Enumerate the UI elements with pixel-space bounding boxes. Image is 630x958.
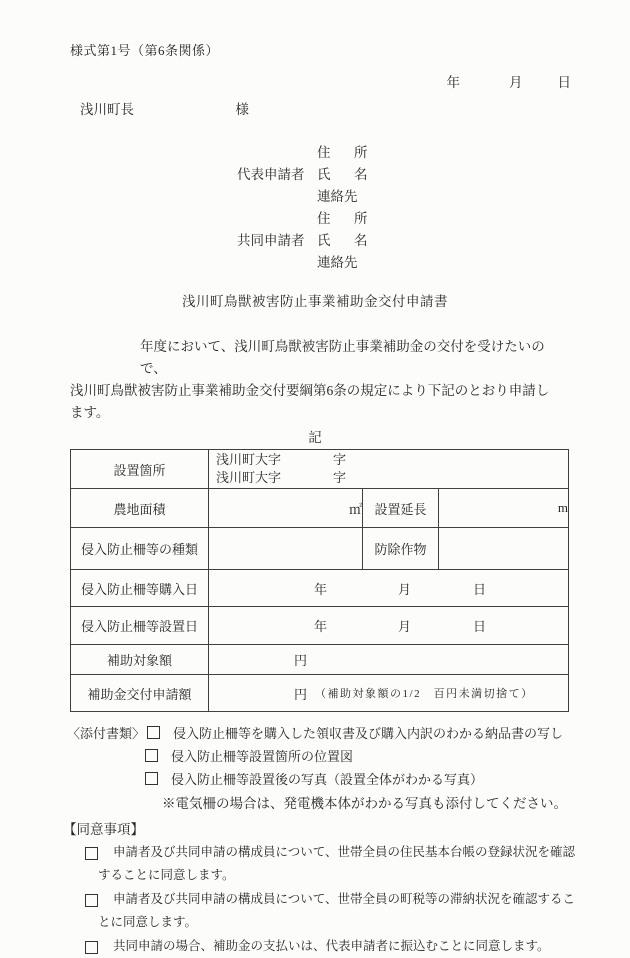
subsidy-application-amount-value (209, 675, 569, 712)
attachment-label-2: 侵入防止柵等設置箇所の位置図 (171, 749, 354, 764)
rep-contact-label: 連絡先 (317, 189, 358, 204)
form-number: 様式第1号（第6条関係） (70, 43, 220, 58)
table-row (71, 645, 569, 675)
checkbox-attachment-3[interactable] (145, 772, 158, 785)
protected-crop-value (439, 528, 569, 570)
rep-contact-line (0, 186, 630, 208)
application-table (70, 449, 569, 712)
consent-text-1: 申請者及び共同申請の構成員について、世帯全員の住民基本台帳の登録状況を確認することに同意します。 (98, 845, 576, 882)
joint-contact-line (0, 252, 630, 274)
body-paragraph (70, 336, 570, 424)
table-row (71, 675, 569, 712)
date-year-label: 年 (446, 75, 460, 90)
rep-address-label: 住 所 (317, 145, 373, 160)
attachment-item-2 (0, 744, 630, 767)
consent-item-2 (98, 888, 578, 934)
table-row (71, 607, 569, 645)
subsidy-target-amount-value (209, 645, 569, 675)
rep-name-line (0, 164, 630, 186)
consent-heading: 【同意事項】 (63, 822, 144, 837)
fence-type-value (209, 528, 363, 570)
date-line (0, 71, 630, 91)
purchase-day-label: 日 (473, 581, 487, 597)
purchase-year-label: 年 (314, 581, 328, 597)
purchase-month-label: 月 (398, 581, 412, 597)
table-row (71, 528, 569, 570)
joint-name-line (0, 230, 630, 252)
consent-section (0, 820, 630, 958)
table-row (71, 489, 569, 528)
attachment-label-1: 侵入防止柵等を購入した領収書及び購入内訳のわかる納品書の写し (173, 726, 564, 741)
joint-address-label: 住 所 (317, 211, 373, 226)
installation-length-unit: m (439, 489, 569, 528)
body-line-2: 浅川町鳥獣被害防止事業補助金交付要綱第6条の規定により下記のとおり申請し (70, 383, 550, 398)
table-row (71, 450, 569, 489)
joint-contact-label: 連絡先 (317, 255, 358, 270)
addressee-name: 浅川町長 (80, 102, 134, 117)
consent-item-3 (98, 935, 578, 958)
farmland-area-unit: ㎡ (209, 489, 363, 528)
checkbox-consent-1[interactable] (85, 847, 98, 860)
rep-applicant-role: 代表申請者 (237, 167, 305, 182)
addressee-honorific: 様 (235, 102, 249, 117)
subsidy-application-amount-label: 補助金交付申請額 (71, 675, 209, 712)
location-line-1: 浅川町大字 字 (216, 452, 347, 467)
consent-text-3: 共同申請の場合、補助金の支払いは、代表申請者に振込むことに同意します。 (113, 939, 550, 953)
installation-day-label: 日 (473, 619, 487, 634)
installation-length-label: 設置延長 (363, 489, 439, 528)
record-marker: 記 (308, 430, 322, 445)
installation-month-label: 月 (398, 619, 412, 634)
protected-crop-label: 防除作物 (363, 528, 439, 570)
installation-location-value (209, 450, 569, 489)
installation-year-label: 年 (314, 619, 328, 634)
consent-item-1 (98, 841, 578, 887)
purchase-date-value (209, 570, 569, 607)
rep-address-line (0, 142, 630, 164)
joint-name-label: 氏 名 (317, 233, 373, 248)
joint-applicant-role: 共同申請者 (237, 233, 305, 248)
farmland-area-label: 農地面積 (71, 489, 209, 528)
attachments-heading: 〈添付書類〉 (67, 726, 146, 741)
location-line-2: 浅川町大字 字 (216, 470, 347, 485)
application-amount-note: （補助対象額の1/2 百円未満切捨て） (315, 688, 534, 700)
addressee-line (80, 98, 630, 118)
subsidy-target-amount-label: 補助対象額 (71, 645, 209, 675)
date-day-label: 日 (557, 75, 571, 90)
joint-address-line (0, 208, 630, 230)
electric-fence-note: ※電気柵の場合は、発電機本体がわかる写真も添付してください。 (162, 795, 567, 811)
attachment-item-1 (0, 721, 630, 744)
application-amount-yen-label: 円 (294, 686, 308, 702)
consent-text-2: 申請者及び共同申請の構成員について、世帯全員の町税等の滞納状況を確認することに同意します。 (98, 892, 576, 929)
checkbox-attachment-2[interactable] (145, 749, 158, 762)
rep-name-label: 氏 名 (317, 167, 373, 182)
installation-date-value (209, 607, 569, 645)
attachments-section (0, 721, 630, 813)
checkbox-consent-2[interactable] (85, 894, 98, 907)
applicants-block (0, 142, 630, 274)
installation-location-label: 設置箇所 (71, 450, 209, 489)
checkbox-consent-3[interactable] (85, 941, 98, 954)
attachment-label-3: 侵入防止柵等設置後の写真（設置全体がわかる写真） (171, 772, 484, 787)
attachment-item-3 (0, 767, 630, 790)
attachment-note-line (0, 790, 630, 813)
installation-date-label: 侵入防止柵等設置日 (71, 607, 209, 645)
document-title: 浅川町鳥獣被害防止事業補助金交付申請書 (182, 294, 448, 309)
purchase-date-label: 侵入防止柵等購入日 (71, 570, 209, 607)
target-amount-yen-label: 円 (294, 653, 308, 668)
date-month-label: 月 (509, 75, 523, 90)
fence-type-label: 侵入防止柵等の種類 (71, 528, 209, 570)
body-line-1: 年度において、浅川町鳥獣被害防止事業補助金の交付を受けたいので、 (140, 339, 545, 376)
checkbox-attachment-1[interactable] (147, 726, 160, 739)
body-line-3: ます。 (70, 405, 110, 420)
table-row (71, 570, 569, 607)
